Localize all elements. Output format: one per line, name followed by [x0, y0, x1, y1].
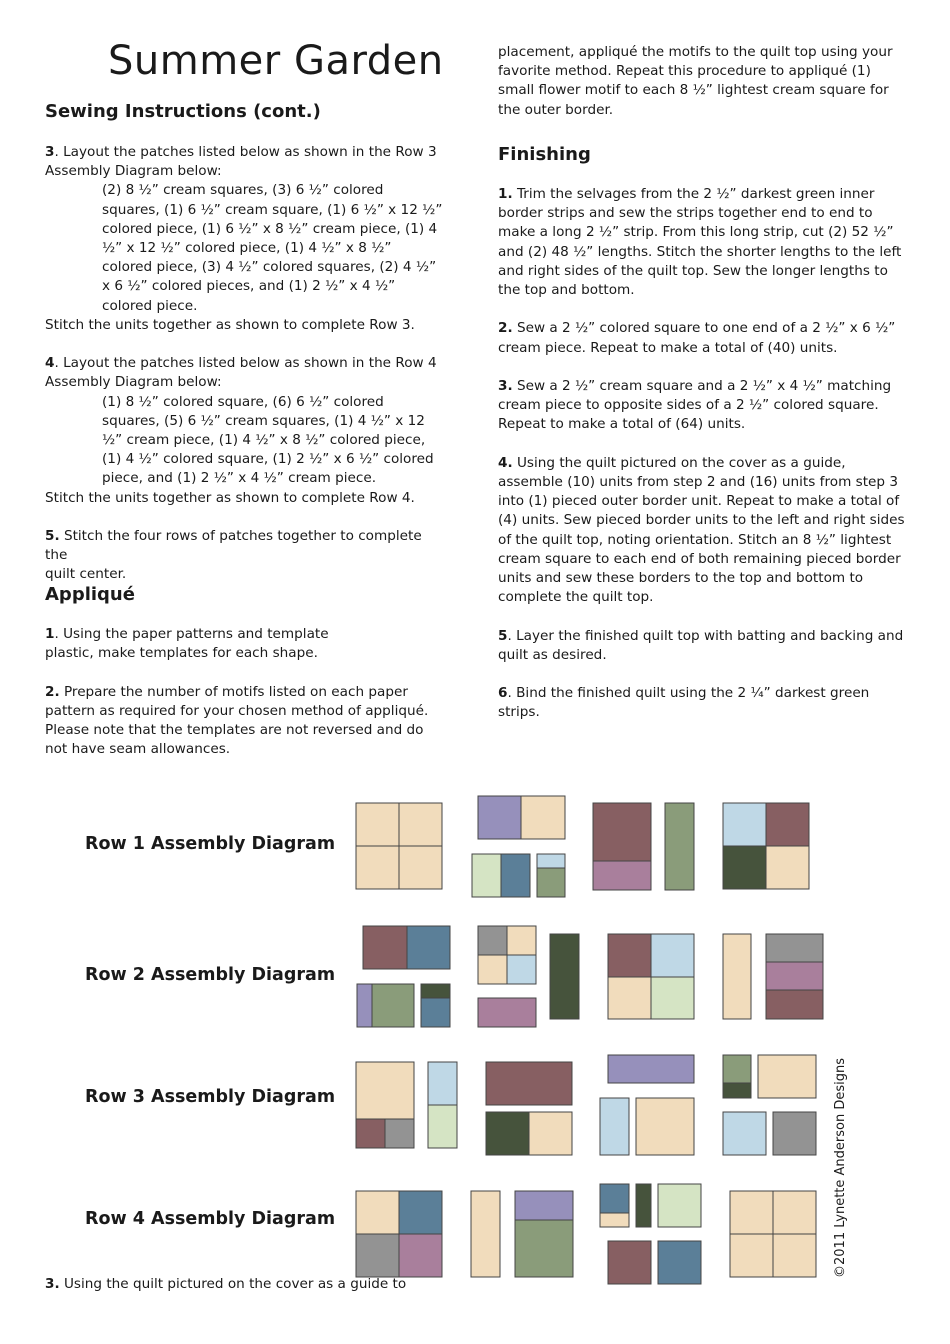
patch-cream: [600, 1213, 629, 1227]
patch-light-blue: [723, 803, 766, 846]
patch-gray: [773, 1112, 816, 1155]
patch-cream: [529, 1112, 572, 1155]
finishing-step-3: 3. Sew a 2 ½” cream square and a 2 ½” x 4 ½” matching cream piece to opposite sides of a 2 ½” colored square. Repeat to make a total of (64) units.: [498, 378, 892, 433]
patch-steel-blue: [399, 1191, 442, 1234]
sewing-step-3-outro: Stitch the units together as shown to complete Row 3.: [45, 316, 415, 333]
patch-steel-blue: [421, 998, 450, 1027]
finishing-step-6: 6. Bind the finished quilt using the 2 ¼” darkest green strips.: [498, 685, 870, 721]
sewing-heading: Sewing Instructions (cont.): [45, 101, 321, 122]
patch-light-blue: [600, 1098, 629, 1155]
sewing-step-4-outro: Stitch the units together as shown to complete Row 4.: [45, 489, 415, 506]
patch-plum: [486, 1062, 572, 1105]
patch-light-blue: [428, 1062, 457, 1105]
patch-mauve: [766, 962, 823, 990]
patch-dark-green: [723, 1083, 751, 1098]
patch-steel-blue: [501, 854, 530, 897]
patch-cream: [723, 934, 751, 1019]
patch-dark-green: [486, 1112, 529, 1155]
row-4-label: Row 4 Assembly Diagram: [85, 1209, 336, 1229]
patch-mauve: [478, 998, 536, 1027]
patch-cream: [608, 977, 651, 1019]
applique-step-1-cont: plastic, make templates for each shape.: [45, 645, 318, 662]
patch-gray: [766, 934, 823, 962]
patch-light-green: [472, 854, 501, 897]
applique-step-3-cont: placement, appliqué the motifs to the quilt top using your favorite method. Repeat this procedure to appliqué (1) small flower motif to each 8 ½” lightest cream square for the outer border.: [498, 44, 893, 118]
patch-cream: [399, 846, 442, 889]
row-2-label: Row 2 Assembly Diagram: [85, 965, 336, 985]
patch-cream: [730, 1234, 773, 1277]
finishing-heading: Finishing: [498, 144, 591, 165]
row-4-diagram: [356, 1184, 816, 1284]
patch-purple: [608, 1055, 694, 1083]
sewing-step-4-list: (1) 8 ½” colored square, (6) 6 ½” colored squares, (5) 6 ½” cream squares, (1) 4 ½” x 12 ½” cream piece, (1) 4 ½” x 8 ½” colored piece, (1) 4 ½” colored square, (1) 2 ½” x 6 ½” colored piece, and (1) 2 ½” x 4 ½” cream piece.: [102, 393, 434, 487]
patch-plum: [593, 803, 651, 861]
patch-cream: [356, 846, 399, 889]
sewing-step-3-list: (2) 8 ½” cream squares, (3) 6 ½” colored squares, (1) 6 ½” cream square, (1) 6 ½” x 12 ½” colored piece, (1) 6 ½” x 8 ½” cream piece, (1) 4 ½” x 12 ½” colored piece, (1) 4 ½” x 8 ½” colored piece, (3) 4 ½” colored squares, (2) 4 ½” x 6 ½” colored pieces, and (1) 2 ½” x 4 ½” colored piece.: [102, 182, 443, 314]
patch-gray: [385, 1119, 414, 1148]
applique-step-2: 2. Prepare the number of motifs listed on each paper pattern as required for your chosen method of appliqué. Please note that the templates are not reversed and do not have seam allowances.: [45, 683, 429, 758]
patch-plum: [766, 803, 809, 846]
patch-gray: [478, 926, 507, 955]
patch-plum: [608, 934, 651, 977]
patch-light-blue: [723, 1112, 766, 1155]
patch-purple: [357, 984, 372, 1027]
patch-cream: [766, 846, 809, 889]
patch-light-blue: [651, 934, 694, 977]
patch-sage: [372, 984, 414, 1027]
patch-steel-blue: [658, 1241, 701, 1284]
sewing-step-3-intro: 3. Layout the patches listed below as shown in the Row 3 Assembly Diagram below:: [45, 144, 437, 180]
patch-light-green: [658, 1184, 701, 1227]
applique-step-1: 1. Using the paper patterns and template: [45, 626, 329, 642]
patch-cream: [636, 1098, 694, 1155]
patch-light-blue: [537, 854, 565, 868]
patch-sage: [537, 868, 565, 897]
page-title: Summer Garden: [108, 38, 444, 84]
patch-cream: [758, 1055, 816, 1098]
patch-cream: [471, 1191, 500, 1277]
patch-light-green: [651, 977, 694, 1019]
patch-plum: [363, 926, 407, 969]
patch-steel-blue: [407, 926, 450, 969]
patch-cream: [399, 803, 442, 846]
row-1-label: Row 1 Assembly Diagram: [85, 834, 336, 854]
sewing-step-5: 5. Stitch the four rows of patches together to complete the: [45, 528, 422, 564]
finishing-step-4: 4. Using the quilt pictured on the cover as a guide, assemble (10) units from step 2 and (16) units from step 3 into (1) pieced outer border unit. Repeat to make a total of (4) units. Sew pieced border units to the left and right sides of the quilt top, noting orientation. Stitch an 8 ½” lightest cream square to each end of both remaining pieced border units and sew these borders to the top and bottom to complete the quilt top.: [498, 454, 905, 606]
patch-mauve: [399, 1234, 442, 1277]
applique-step-3-start: 3. Using the quilt pictured on the cover as a guide to: [45, 1276, 407, 1292]
row-2-diagram: [357, 926, 823, 1027]
patch-plum: [356, 1119, 385, 1148]
patch-purple: [515, 1191, 573, 1220]
patch-light-blue: [507, 955, 536, 984]
patch-cream: [478, 955, 507, 984]
row-3-label: Row 3 Assembly Diagram: [85, 1087, 336, 1107]
finishing-step-1: 1. Trim the selvages from the 2 ½” darkest green inner border strips and sew the strips together end to end to make a long 2 ½” strip. From this long strip, cut (2) 52 ½” and (2) 48 ½” lengths. Stitch the shorter lengths to the left and right sides of the quilt top. Sew the longer lengths to the top and bottom.: [498, 186, 902, 299]
row-3-diagram: [356, 1055, 816, 1155]
patch-plum: [766, 990, 823, 1019]
finishing-step-2: 2. Sew a 2 ½” colored square to one end of a 2 ½” x 6 ½” cream piece. Repeat to make a total of (40) units.: [498, 320, 896, 356]
patch-cream: [773, 1191, 816, 1234]
patch-sage: [665, 803, 694, 890]
patch-sage: [723, 1055, 751, 1083]
patch-dark-green: [421, 984, 450, 998]
patch-cream: [356, 1062, 414, 1119]
patch-cream: [773, 1234, 816, 1277]
patch-cream: [507, 926, 536, 955]
patch-gray: [356, 1234, 399, 1277]
patch-dark-green: [723, 846, 766, 889]
patch-cream: [730, 1191, 773, 1234]
patch-cream: [521, 796, 565, 839]
sewing-step-4-intro: 4. Layout the patches listed below as shown in the Row 4 Assembly Diagram below:: [45, 355, 437, 391]
row-1-diagram: [356, 796, 809, 897]
patch-cream: [356, 803, 399, 846]
finishing-step-5: 5. Layer the finished quilt top with batting and backing and quilt as desired.: [498, 627, 904, 663]
patch-mauve: [593, 861, 651, 890]
applique-heading: Appliqué: [45, 584, 135, 605]
patch-dark-green: [636, 1184, 651, 1227]
patch-sage: [515, 1220, 573, 1277]
copyright: ©2011 Lynette Anderson Designs: [833, 1057, 848, 1278]
patch-plum: [608, 1241, 651, 1284]
patch-steel-blue: [600, 1184, 629, 1213]
patch-cream: [356, 1191, 399, 1234]
sewing-step-5-cont: quilt center.: [45, 566, 127, 583]
patch-dark-green: [550, 934, 579, 1019]
patch-light-green: [428, 1105, 457, 1148]
patch-purple: [478, 796, 521, 839]
